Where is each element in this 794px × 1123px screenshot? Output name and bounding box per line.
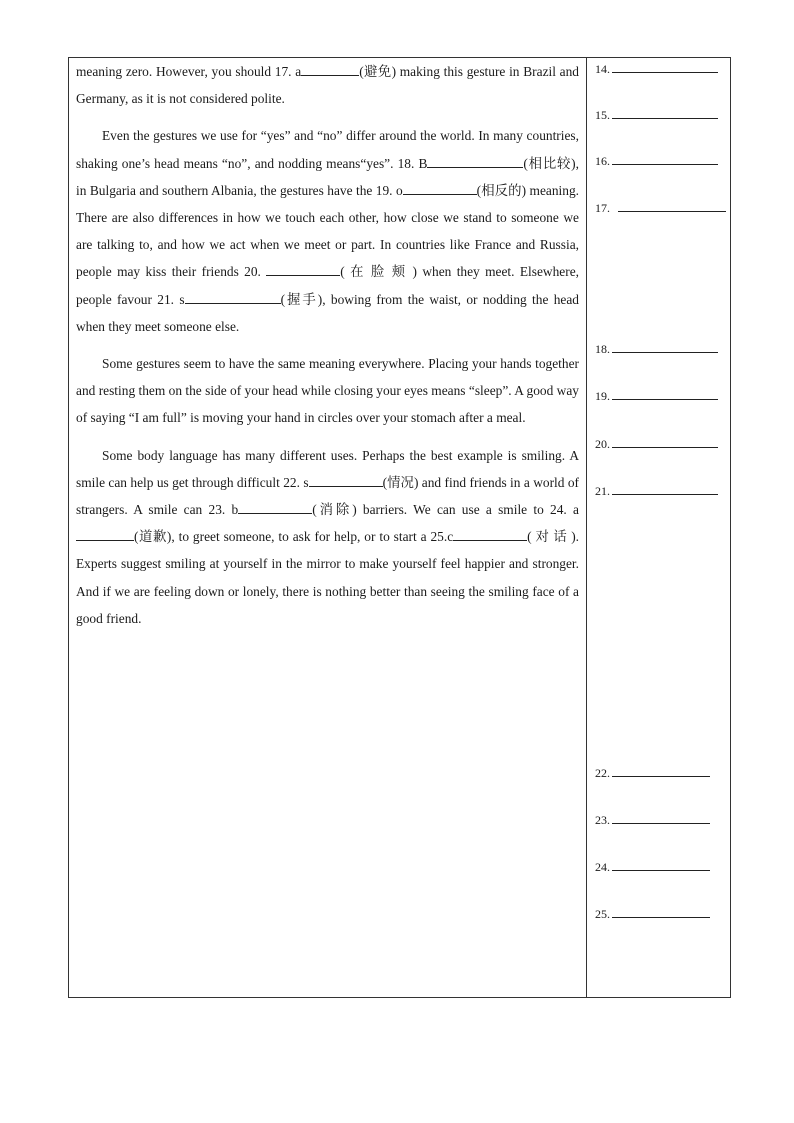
answer-line-19[interactable]: 19.	[595, 387, 718, 404]
paragraph-3: Some gestures seem to have the same meaning everywhere. Placing your hands together and resting them on the side of your head while closing your eyes means “sleep”. A good way of saying “I am full” is moving your hand in circles over your stomach after a meal.	[76, 356, 579, 426]
answer-line-24[interactable]: 24.	[595, 858, 710, 875]
blank-25[interactable]	[453, 526, 527, 541]
blank-21[interactable]	[185, 289, 281, 304]
blank-24[interactable]	[76, 526, 134, 541]
blank-23[interactable]	[238, 499, 312, 514]
blank-17[interactable]	[301, 61, 359, 76]
blank-20[interactable]	[266, 261, 340, 276]
answer-line-21[interactable]: 21.	[595, 482, 718, 499]
column-divider	[586, 57, 587, 998]
blank-22[interactable]	[309, 472, 383, 487]
paragraph-2: Even the gestures we use for “yes” and “no” differ around the world. In many countries, shaking one’s head means “no”, and nodding means“yes”. 18. B (相比较), in Bulgaria and southern Albania, the gestures have the 19. o (相反的) meaning. There are also differences in how we touch each other, how close we stand to someone we are talking to, and how we act when we meet or part. In countries like France and Russia, people may kiss their friends 20. ( 在 脸 颊 ) when they meet. Elsewhere, people favour 21. s (握手), bowing from the waist, or nodding the head when they meet someone else.	[76, 128, 580, 334]
answer-line-23[interactable]: 23.	[595, 811, 710, 828]
answer-line-20[interactable]: 20.	[595, 435, 718, 452]
answer-line-22[interactable]: 22.	[595, 764, 710, 781]
answer-line-15[interactable]: 15.	[595, 106, 718, 123]
reading-passage	[76, 58, 579, 642]
answer-line-16[interactable]: 16.	[595, 152, 718, 169]
paragraph-1: meaning zero. However, you should 17. a (避免) making this gesture in Brazil and Germany, as it is not considered polite.	[76, 58, 579, 112]
blank-19[interactable]	[403, 180, 477, 195]
answer-line-14[interactable]: 14.	[595, 60, 718, 77]
answer-line-17[interactable]: 17.	[595, 199, 726, 216]
answer-line-25[interactable]: 25.	[595, 905, 710, 922]
paragraph-4: Some body language has many different uses. Perhaps the best example is smiling. A smile can help us get through difficult 22. s (情况) and find friends in a world of strangers. A smile can 23. b (消除) barriers. We can use a smile to 24. a(道歉), to greet someone, to ask for help, or to start a 25.c ( 对 话 ). Experts suggest smiling at yourself in the mirror to make yourself feel happier and stronger. And if we are feeling down or lonely, there is nothing better than seeing the smiling face of a good friend.	[76, 447, 580, 626]
answer-line-18[interactable]: 18.	[595, 340, 718, 357]
blank-18[interactable]	[427, 153, 523, 168]
